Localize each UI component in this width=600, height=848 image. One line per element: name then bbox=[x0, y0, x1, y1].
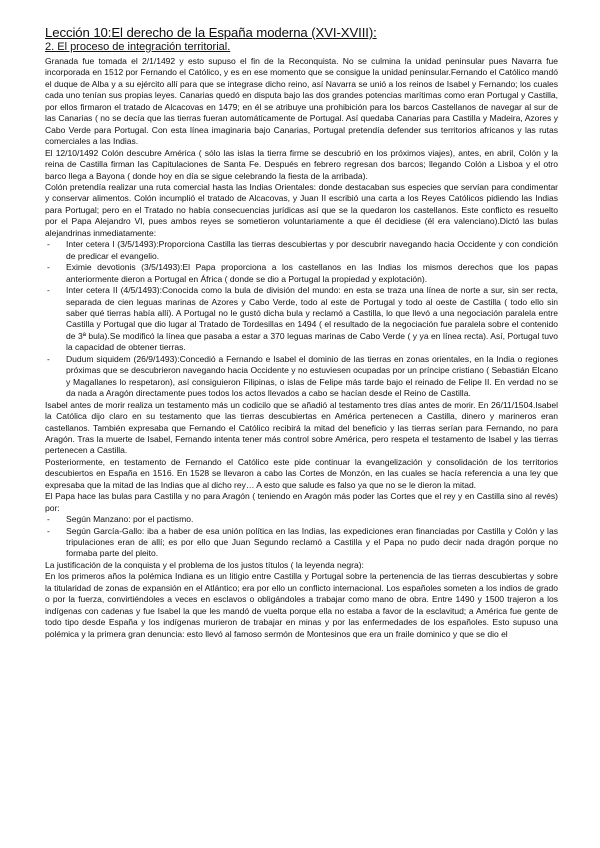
paragraph: Posteriormente, en testamento de Fernando el Católico este pide continuar la evangelización y consolidación de los territorios descubiertos en España en 1516. En 1528 se llevaron a cabo las Cortes de Monzón, en las cuales se hacía referencia a una ley que expresaba que la mitad de las Indias que al dicho rey… A esto que salude es falso ya que no se le dieron la mitad. bbox=[45, 456, 558, 490]
lesson-title: Lección 10:El derecho de la España moderna (XVI-XVIII): bbox=[45, 25, 377, 40]
paragraph: Isabel antes de morir realiza un testamento más un codicilo que se añadió al testamento tres días antes de morir. En 26/11/1504.Isabel la Católica dijo claro en su testamento que las tierras descubiertas en América pertenecen a Castilla, dinero y marineros eran castellanos. También expresaba que Fernando el Católico recibirá la mitad del beneficio y las tierras serían para Fernando, no para Aragón. Tras la muerte de Isabel, Fernando intenta tener más control sobre América, pero respeta el testamento de Isabel y las tierras pertenecen a Castilla. bbox=[45, 399, 558, 456]
historian-views-list bbox=[45, 514, 558, 560]
list-item: - Inter cetera I (3/5/1493):Proporciona Castilla las tierras descubiertas y por descubrir navegando hacia Occidente y con condición de predicar el evangelio. bbox=[47, 239, 558, 262]
papal-bulls-list bbox=[45, 239, 558, 399]
paragraph: El 12/10/1492 Colón descubre América ( sólo las islas la tierra firme se descubrió en los próximos viajes), antes, en abril, Colón y la reina de Castilla firman las Capitulaciones de Santa Fe. Después en febrero regresan dos barcos; llegando Colón a Lisboa y el otro barco llega a Bayona ( donde hoy en día se sigue celebrando la fiesta de la arribada). bbox=[45, 147, 558, 181]
paragraph: El Papa hace las bulas para Castilla y no para Aragón ( teniendo en Aragón más poder las Cortes que el rey y en Castilla sino al revés) por: bbox=[45, 491, 558, 513]
section-heading: La justificación de la conquista y el problema de los justos títulos ( la leyenda negra): bbox=[45, 559, 364, 570]
section-subtitle: 2. El proceso de integración territorial. bbox=[45, 41, 231, 53]
list-item: - Dudum siquidem (26/9/1493):Concedió a Fernando e Isabel el dominio de las tierras en zonas orientales, en la India o regiones próximas que se descubrieron navegando hacia Occidente y no estuviesen ocupadas por un príncipe cristiano ( Sebastián Elcano y Magallanes lo respetaron), así consiguieron Filipinas, o islas de Felipe más tarde bajo el reinado de Felipe II. En verdad no se da nada a Aragón directamente pues todos los actos llevados a cabo se hacían desde el Reino de Castilla. bbox=[47, 354, 558, 400]
list-item: - Según Manzano: por el pactismo. bbox=[47, 514, 558, 525]
paragraph: Colón pretendía realizar una ruta comercial hasta las Indias Orientales: donde destacaban sus especies que servían para condimentar y conservar alimentos. Colón incumplió el tratado de Alcacovas, y Juan II escribió una carta a los Reyes Católicos pidiendo las Indias para Portugal; pero en el Tratado no había consecuencias jurídicas así que se la quedaron los castellanos. Este conflicto es resuelto por el Papa Alejandro VI, pues ambos reyes se sometieron voluntariamente a que él decidiese (él era valenciano).Dictó las bulas alejandrinas inmediatamente: bbox=[45, 181, 558, 238]
list-item: - Inter cetera II (4/5/1493):Conocida como la bula de división del mundo: en esta se traza una línea de norte a sur, sin ser recta, separada de cien leguas marinas de Azores y Cabo Verde, todo al este de Portugal y todo al oeste de Castilla ( todo ello sin saber qué tierras había allí). A Portugal no le gustó dicha bula y reclamó a Castilla, lo que llevó a una negociación paralela entre Castilla y Portugal que dio lugar al Tratado de Tordesillas en 1494 ( el resultado de la negociación fue paralela sobre el contenido de 3ª bula).Se modificó la línea que pasaba a estar a 370 leguas marinas de Cabo Verde ( y ya en línea recta). Así, Portugal tuvo la capacidad de obtener tierras. bbox=[47, 285, 558, 354]
paragraph: Granada fue tomada el 2/1/1492 y esto supuso el fin de la Reconquista. No se culmina la unidad peninsular pues Navarra fue incorporada en 1512 por Fernando el Católico, y es en ese momento que se consigue la unidad peninsular.Fernando el Católico mandó el duque de Alba y a su ejército allí para que se integrase dicho reino, así Navarra se unió a los reinos de Isabel y Fernando; los cuales cada uno tenían sus propias leyes. Canarias quedó en disputa bajo las dos grandes potencias marítimas como eran Portugal y Castilla, por ellos firmaron el tratado de Alcacovas en 1479; en él se atribuye una prohibición para los barcos Castellanos de navegar al sur de las Canarias ( no se decía que las tierras fueran automáticamente de Portugal. Así quedaba Canarias para Castilla y Madeira, Azores y Cabo Verde para Portugal. Con esta línea imaginaria bajo Canarias, Portugal pretendía defender sus territorios africanos y las rutas comerciales a las Indias. bbox=[45, 56, 558, 147]
list-item: - Eximie devotionis (3/5/1493):El Papa proporciona a los castellanos en las Indias los mismos derechos que los papas anteriormente dieron a Portugal en África ( donde se dio a Portugal la propiedad y explotación). bbox=[47, 262, 558, 285]
list-item: - Según García-Gallo: iba a haber de esa unión política en las Indias, las expediciones eran financiadas por Castilla y Colón y las tripulaciones eran de allí; es por ello que Juan Segundo reclamó a Castilla y el Papa no pudo decir nada dragón porque no formaba parte del pleito. bbox=[47, 526, 558, 560]
paragraph: En los primeros años la polémica Indiana es un litigio entre Castilla y Portugal sobre la pertenencia de las tierras descubiertas y sobre la titularidad de zonas de expansión en el Atlántico; era por ello un conflicto internacional. Los españoles someten a los indios de grado o por la fuerza, convirtiéndoles a veces en esclavos o obligándoles a trabajar como mano de obra. Entre 1490 y 1500 trajeron a los indígenas con cadenas y fue Isabel la que les mandó de vuelta porque ella no estaba a favor de la esclavitud; a América fue gente de todo tipo desde España y los indígenas murieron de trabajar en minas y por las enfermedades de los españoles. Esto supuso una polémica y la primera gran denuncia: esto llevó al famoso sermón de Montesinos que era un fraile dominico y que se dio el bbox=[45, 571, 558, 639]
